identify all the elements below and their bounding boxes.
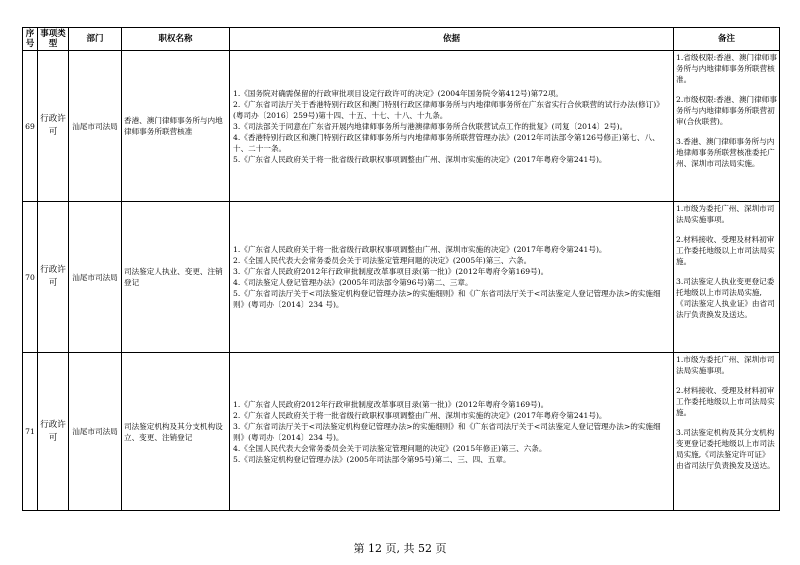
remark-item: 3.司法鉴定人执业变更登记委托地级以上市司法局实施,《司法鉴定人执业证》由省司法厅负责换发及送达。 [676,277,775,319]
item-type: 行政许可 [38,51,69,202]
authority-table [22,27,780,511]
basis-item: 2.《广东省司法厅关于香港特别行政区和澳门特别行政区律师事务所与内地律师事务所在广东省实行合伙联营的试行办法(修订)》(粤司办〔2016〕259号)第十四、十五、十七、十八、十九条。 [233,99,664,120]
basis-item: 3.《司法部关于同意在广东省开展内地律师事务所与港澳律师事务所合伙联营试点工作的批复》(司复〔2014〕2号)。 [233,121,628,131]
item-type: 行政许可 [38,202,69,353]
remark-item: 2.材料接收、受理及材料初审工作委托地级以上市司法局实施。 [676,235,775,266]
basis-item: 3.《广东省司法厅关于<司法鉴定机构登记管理办法>的实施细则》和《广东省司法厅关于<司法鉴定人登记管理办法>的实施细则》(粤司办〔2014〕234 号)。 [233,421,661,442]
department: 汕尾市司法局 [69,51,122,202]
remark-item: 3.司法鉴定机构及其分支机构变更登记委托地级以上市司法局实施,《司法鉴定许可证》由省司法厅负责换发及送达。 [676,428,775,470]
remark [674,202,780,353]
basis-item: 5.《广东省人民政府关于将一批省级行政职权事项调整由广州、深圳市实施的决定》(2017年粤府令第241号)。 [233,154,607,164]
header-basis: 依据 [230,28,674,51]
remark-item: 1.市级为委托广州、深圳市司法局实施事项。 [676,204,775,224]
basis-item: 5.《司法鉴定机构登记管理办法》(2005年司法部令第95号)第二、三、四、五章。 [233,454,511,464]
department: 汕尾市司法局 [69,353,122,511]
table-row [23,51,780,202]
department: 汕尾市司法局 [69,202,122,353]
header-dept: 部门 [69,28,122,51]
basis-item: 1.《广东省人民政府2012年行政审批制度改革事项目录(第一批)》(2012年粤府令第169号)。 [233,399,549,409]
basis-item: 1.《广东省人民政府关于将一批省级行政职权事项调整由广州、深圳市实施的决定》(2017年粤府令第241号)。 [233,245,607,254]
table-row [23,353,780,511]
basis-item: 5.《广东省司法厅关于<司法鉴定机构登记管理办法>的实施细则》和《广东省司法厅关于<司法鉴定人登记管理办法>的实施细则》(粤司办〔2014〕234 号)。 [233,289,661,309]
basis-item: 4.《香港特别行政区和澳门特别行政区律师事务所与内地律师事务所联营管理办法》(2012年司法部令第126号修正)第七、八、十、二十一条。 [233,132,660,153]
row-number: 71 [23,353,38,511]
remark-item: 1.省级权限:香港、澳门律师事务所与内地律师事务所联营核准。 [676,53,777,84]
table-row [23,202,780,353]
remark-item: 3.香港、澳门律师事务所与内地律师事务所联营核准委托广州、深圳市司法局实施。 [676,137,775,168]
basis-item: 3.《广东省人民政府2012年行政审批制度改革事项目录(第一批)》(2012年粤府令第169号)。 [233,267,549,276]
remark-item: 2.市级权限:香港、澳门律师事务所与内地律师事务所联营初审(合伙联营)。 [676,95,777,126]
legal-basis [230,353,674,511]
header-name: 职权名称 [122,28,230,51]
item-type: 行政许可 [38,353,69,511]
authority-name: 司法鉴定机构及其分支机构设立、变更、注销登记 [122,353,230,511]
basis-item: 2.《广东省人民政府关于将一批省级行政职权事项调整由广州、深圳市实施的决定》(2017年粤府令第241号)。 [233,410,607,420]
row-number: 70 [23,202,38,353]
header-type: 事项类型 [38,28,69,51]
header-remark: 备注 [674,28,780,51]
basis-item: 1.《国务院对确需保留的行政审批项目设定行政许可的决定》(2004年国务院令第412号)第72项。 [233,88,564,98]
remark [674,51,780,202]
remark [674,353,780,511]
basis-item: 4.《司法鉴定人登记管理办法》(2005年司法部令第96号)第二、三章。 [233,278,473,287]
header-no: 序号 [23,28,38,51]
table-header-row [23,28,780,51]
authority-name: 司法鉴定人执业、变更、注销登记 [122,202,230,353]
legal-basis [230,202,674,353]
page-footer: 第 12 页, 共 52 页 [353,542,447,555]
remark-item: 1.市级为委托广州、深圳市司法局实施事项。 [676,355,775,375]
basis-item: 4.《全国人民代表大会常务委员会关于司法鉴定管理问题的决定》(2015年修正)第三、六条。 [233,443,547,453]
authority-name: 香港、澳门律师事务所与内地律师事务所联营核准 [122,51,230,202]
legal-basis [230,51,674,202]
row-number: 69 [23,51,38,202]
remark-item: 2.材料接收、受理及材料初审工作委托地级以上市司法局实施。 [676,386,775,417]
basis-item: 2.《全国人民代表大会常务委员会关于司法鉴定管理问题的决定》(2005年)第三、六条。 [233,256,532,265]
